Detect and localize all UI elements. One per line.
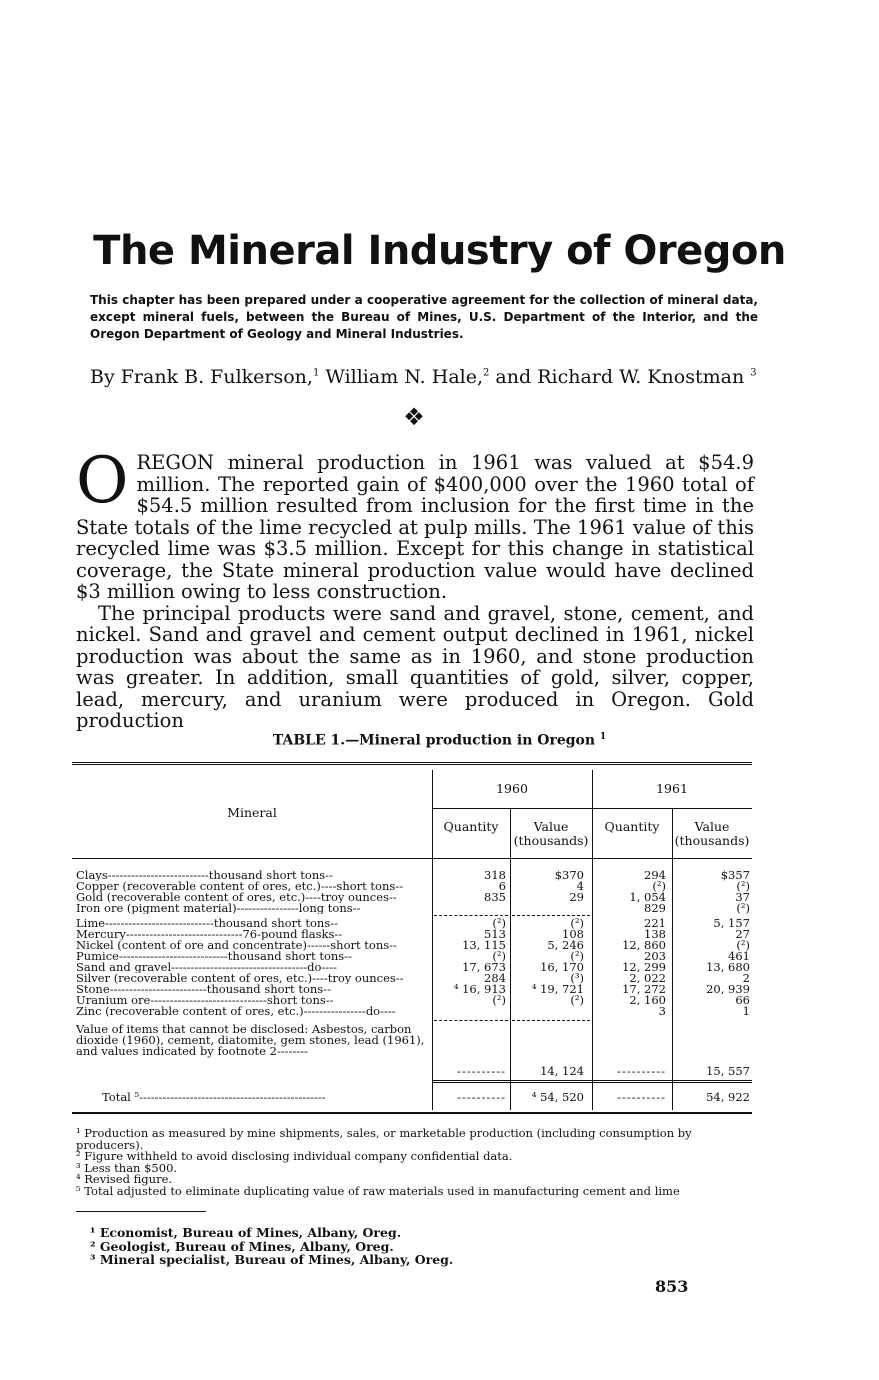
undisclosed-items-label: Value of items that cannot be disclosed: Asbestos, carbon dioxide (1960), cement, diatomite, gem stones, lead (1961), and values indicated by footnote 2--------: [76, 1022, 425, 1058]
row-label: Lime----------------------------thousand short tons--: [76, 918, 338, 929]
author-1-footnote-mark: 1: [312, 367, 320, 379]
table-row: [72, 870, 752, 881]
quantity-1960: 835: [484, 890, 506, 904]
total-quantity-1961: ----------: [617, 1090, 666, 1104]
drop-cap: O: [76, 444, 129, 518]
total-label: Total ⁵------------------------------------------------: [102, 1092, 326, 1103]
value-1961: 37: [735, 890, 750, 904]
table-row: [72, 1006, 752, 1017]
footnote: ¹ Production as measured by mine shipments, sales, or marketable production (including consumption by producers).: [76, 1126, 692, 1152]
total-value-1960: ⁴ 54, 520: [531, 1090, 584, 1104]
value-1960: (²): [570, 993, 584, 1007]
undisclosed-value-1961: 15, 557: [706, 1064, 750, 1078]
value-1961: (²): [736, 901, 750, 915]
quantity-1960: ⁴ 16, 913: [453, 982, 506, 996]
quantity-1960: 284: [484, 971, 506, 985]
value-1961: $357: [720, 868, 750, 882]
row-label: Pumice----------------------------thousand short tons--: [76, 951, 352, 962]
total-quantity-1960: ----------: [457, 1090, 506, 1104]
table-row: [72, 903, 752, 914]
value-1960: (²): [570, 949, 584, 963]
value-1961: 5, 157: [713, 916, 750, 930]
value-1961: 461: [728, 949, 750, 963]
quantity-1960: 6: [498, 879, 506, 893]
value-1960: 29: [569, 890, 584, 904]
footnote: ² Figure withheld to avoid disclosing individual company confidential data.: [76, 1149, 513, 1163]
value-1961: 2: [742, 971, 750, 985]
footnote: ⁴ Revised figure.: [76, 1172, 173, 1186]
author-2: William N. Hale,: [319, 366, 484, 388]
value-1961: 1: [742, 1004, 750, 1018]
quantity-1961: 12, 860: [622, 938, 666, 952]
quantity-1960: 318: [484, 868, 506, 882]
quantity-1961: 3: [658, 1004, 666, 1018]
footnote-separator: [76, 1211, 206, 1212]
header-mineral: Mineral: [227, 805, 277, 820]
author-3-footnote-mark: 3: [750, 367, 757, 379]
row-label: Silver (recoverable content of ores, etc.)----troy ounces--: [76, 973, 404, 984]
footnote: ⁵ Total adjusted to eliminate duplicating value of raw materials used in manufacturing cement and lime: [76, 1183, 680, 1198]
footnote: ³ Less than $500.: [76, 1160, 178, 1175]
value-1960: 16, 170: [540, 960, 584, 974]
quantity-1960: 17, 673: [462, 960, 506, 974]
header-quantity-1960: Quantity: [443, 819, 499, 834]
quantity-1961: 1, 054: [629, 890, 666, 904]
header-year-1960: 1960: [496, 781, 528, 796]
dashed-rule: [512, 1020, 590, 1021]
header-year-1961: 1961: [656, 781, 688, 796]
quantity-1961: 294: [644, 868, 666, 882]
quantity-1961: 12, 299: [622, 960, 666, 974]
value-1960: (³): [570, 971, 584, 985]
row-label: Gold (recoverable content of ores, etc.)----troy ounces--: [76, 892, 397, 903]
dashed-rule: [434, 1020, 508, 1021]
author-note: ³ Mineral specialist, Bureau of Mines, Albany, Oreg.: [90, 1252, 454, 1267]
table-row: [72, 1066, 752, 1077]
chapter-note: This chapter has been prepared under a cooperative agreement for the collection of mineral data, except mineral fuels, between the Bureau of Mines, U.S. Department of the Interior, and the Oregon Department of Geology and Mineral Industries.: [90, 293, 758, 341]
author-3: and Richard W. Knostman: [489, 366, 751, 388]
quantity-1961: 2, 160: [629, 993, 666, 1007]
row-label: Mercury------------------------------76-pound flasks--: [76, 929, 343, 940]
value-1960: 108: [562, 927, 584, 941]
value-1960: $370: [554, 868, 584, 882]
table-caption: [0, 732, 879, 749]
quantity-1961: 221: [644, 916, 666, 930]
row-label: Clays--------------------------thousand short tons--: [76, 870, 333, 881]
undisclosed-value-1960: 14, 124: [540, 1064, 584, 1078]
header-rule: [432, 808, 752, 809]
quantity-1960: 513: [484, 927, 506, 941]
value-1961: 20, 939: [706, 982, 750, 996]
ornament-icon: ❖: [403, 403, 425, 431]
quantity-1961: 829: [644, 901, 666, 915]
author-2-footnote-mark: 2: [483, 367, 490, 379]
row-label: Copper (recoverable content of ores, etc.)----short tons--: [76, 881, 404, 892]
value-1961: (²): [736, 879, 750, 893]
quantity-1960: (²): [492, 949, 506, 963]
value-1960: 5, 246: [547, 938, 584, 952]
quantity-1960: ----------: [457, 1064, 506, 1078]
value-1960: ⁴ 19, 721: [531, 982, 584, 996]
author-footnotes: [90, 1226, 690, 1267]
quantity-1961: 2, 022: [629, 971, 666, 985]
header-quantity-1961: Quantity: [604, 819, 660, 834]
quantity-1961: 17, 272: [622, 982, 666, 996]
value-1961: (²): [736, 938, 750, 952]
page-title: The Mineral Industry of Oregon: [93, 228, 786, 274]
header-value-1960: Value (thousands): [513, 819, 589, 848]
value-1960: (²): [570, 916, 584, 930]
row-label: Uranium ore------------------------------short tons--: [76, 995, 334, 1006]
table-bottom-rule: [72, 1112, 752, 1114]
body-text: [76, 444, 754, 732]
table-caption-text: TABLE 1.—Mineral production in Oregon: [272, 732, 596, 749]
row-label: Zinc (recoverable content of ores, etc.)----------------do----: [76, 1006, 396, 1017]
table-caption-footnote-mark: 1: [599, 732, 607, 742]
author-1: By Frank B. Fulkerson,: [90, 366, 313, 388]
row-label: Iron ore (pigment material)----------------long tons--: [76, 903, 361, 914]
quantity-1960: 13, 115: [462, 938, 506, 952]
value-1961: 27: [735, 927, 750, 941]
paragraph-1-text: REGON mineral production in 1961 was valued at $54.9 million. The reported gain of $400,000 over the 1960 total of $54.5 million resulted from inclusion for the first time in the State totals of the lime recycled at pulp mills. The 1961 value of this recycled lime was $3.5 million. Except for this change in statistical coverage, the State mineral production value would have declined $3 million owing to less construction.: [76, 451, 754, 603]
table-footnotes: [76, 1128, 756, 1197]
quantity-1961: 138: [644, 927, 666, 941]
quantity-1961: (²): [652, 879, 666, 893]
paragraph-2: The principal products were sand and gravel, stone, cement, and nickel. Sand and gravel and cement output declined in 1961, nickel production was about the same as in 1960, and stone production was greater. In addition, small quantities of gold, silver, copper, lead, mercury, and uranium were produced in Oregon. Gold production: [76, 601, 754, 732]
value-1961: 13, 680: [706, 960, 750, 974]
quantity-1960: (²): [492, 916, 506, 930]
header-value-1961: Value (thousands): [674, 819, 750, 848]
value-1961: 66: [735, 993, 750, 1007]
total-value-1961: 54, 922: [706, 1090, 750, 1104]
page-number: 853: [655, 1277, 689, 1296]
total-row: [72, 1092, 752, 1103]
row-label: Nickel (content of ore and concentrate)------short tons--: [76, 940, 397, 951]
quantity-1961: ----------: [617, 1064, 666, 1078]
quantity-1961: 203: [644, 949, 666, 963]
paragraph-1: [76, 444, 754, 603]
quantity-1960: (²): [492, 993, 506, 1007]
total-rule: [432, 1080, 752, 1083]
author-line: [90, 366, 770, 388]
author-note: ¹ Economist, Bureau of Mines, Albany, Oreg.: [90, 1225, 402, 1240]
table-row: [72, 995, 752, 1006]
table-top-rule: [72, 762, 752, 765]
row-label: Sand and gravel-----------------------------------do----: [76, 962, 337, 973]
header-rule: [72, 858, 752, 859]
author-note: ² Geologist, Bureau of Mines, Albany, Oreg.: [90, 1238, 394, 1254]
row-label: Stone-------------------------thousand short tons--: [76, 984, 331, 995]
value-1960: 4: [576, 879, 584, 893]
